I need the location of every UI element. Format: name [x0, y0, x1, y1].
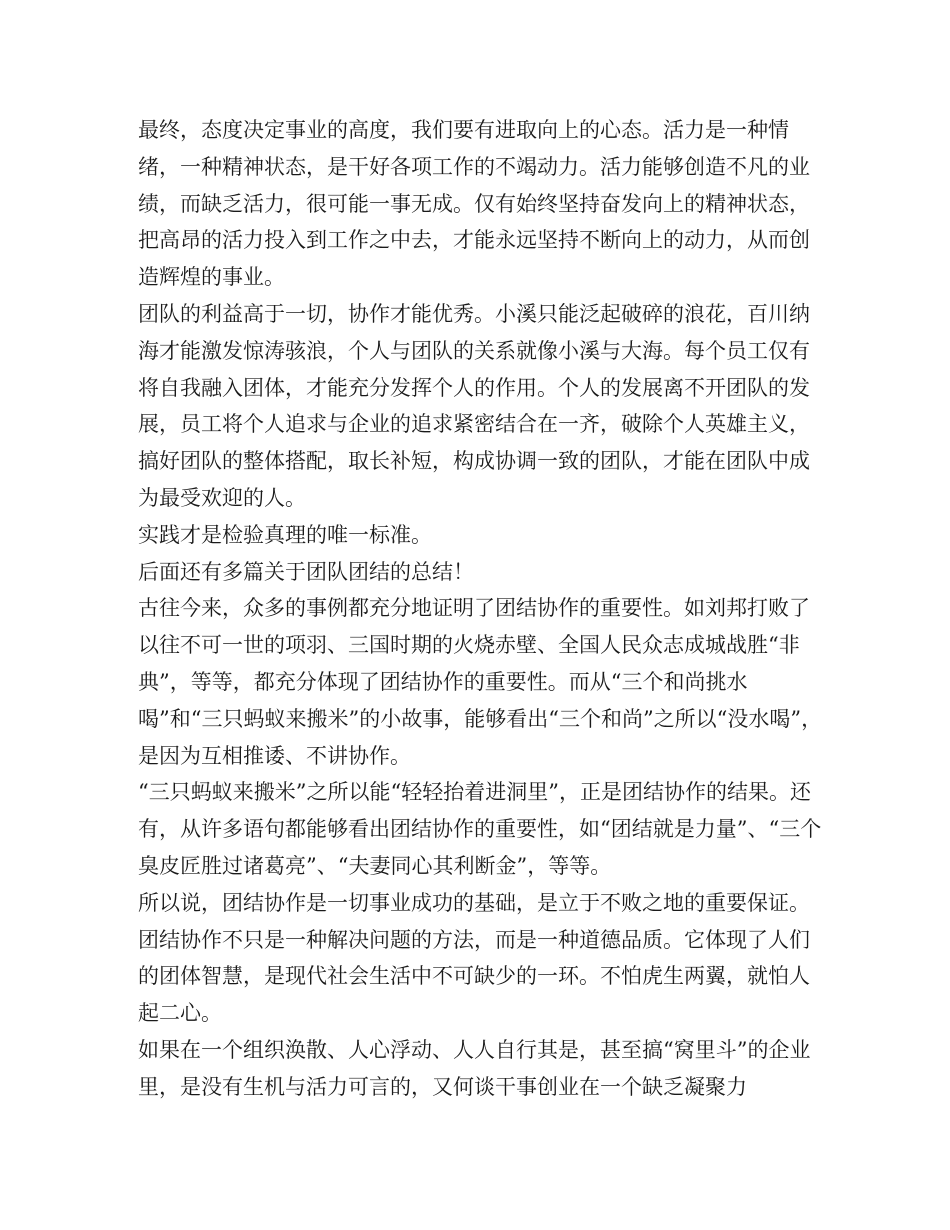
- paragraph-attitude: 最终，态度决定事业的高度，我们要有进取向上的心态。活力是一种情绪，一种精神状态，是干好各项工作的不竭动力。活力能够创造不凡的业绩，而缺乏活力，很可能一事无成。仅有始终坚持奋发向上的精神状态，把高昂的活力投入到工作之中去，才能永远坚持不断向上的动力，从而创造辉煌的事业。: [138, 118, 810, 290]
- paragraph-foundation: 所以说，团结协作是一切事业成功的基础，是立于不败之地的重要保证。: [138, 890, 810, 915]
- document-body: [138, 112, 828, 1106]
- paragraph-scattered-organization: 如果在一个组织涣散、人心浮动、人人自行其是，甚至搞“窝里斗”的企业里，是没有生机与活力可言的，又何谈干事创业在一个缺乏凝聚力: [138, 1037, 811, 1099]
- paragraph-ants-story: “三只蚂蚁来搬米”之所以能“轻轻抬着进洞里”，正是团结协作的结果。还有，从许多语句都能够看出团结协作的重要性，如“团结就是力量”、“三个臭皮匠胜过诸葛亮”、“夫妻同心其利断金”，等等。: [138, 780, 822, 878]
- paragraph-practice: 实践才是检验真理的唯一标准。: [138, 522, 432, 547]
- paragraph-moral-quality: 团结协作不只是一种解决问题的方法，而是一种道德品质。它体现了人们的团体智慧，是现代社会生活中不可缺少的一环。不怕虎生两翼，就怕人起二心。: [138, 927, 810, 1026]
- paragraph-team-interest: 团队的利益高于一切，协作才能优秀。小溪只能泛起破碎的浪花，百川纳海才能激发惊涛骇浪，个人与团队的关系就像小溪与大海。每个员工仅有将自我融入团体，才能充分发挥个人的作用。个人的发展离不开团队的发展，员工将个人追求与企业的追求紧密结合在一齐，破除个人英雄主义，搞好团队的整体搭配，取长补短，构成协调一致的团队，才能在团队中成为最受欢迎的人。: [138, 301, 810, 510]
- paragraph-history-examples: 古往今来，众多的事例都充分地证明了团结协作的重要性。如刘邦打败了以往不可一世的项羽、三国时期的火烧赤壁、全国人民众志成城战胜“非典”，等等，都充分体现了团结协作的重要性。而从“三个和尚挑水喝”和“三只蚂蚁来搬米”的小故事，能够看出“三个和尚”之所以“没水喝”，是因为互相推诿、不讲协作。: [138, 596, 823, 768]
- paragraph-more-summaries: 后面还有多篇关于团队团结的总结！: [138, 559, 474, 584]
